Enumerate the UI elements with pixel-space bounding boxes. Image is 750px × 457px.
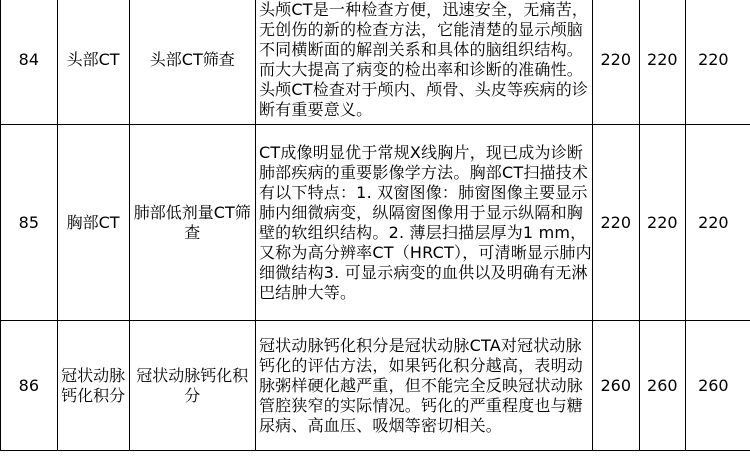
price-1: 220 — [592, 0, 639, 125]
table-row — [1, 0, 750, 125]
exam-description: 头颅CT是一种检查方便，迅速安全，无痛苦，无创伤的新的检查方法，它能清楚的显示颅脑不同横断面的解剖关系和具体的脑组织结构。而大大提高了病变的检出率和诊断的准确性。头颅CT检查对于颅内、颅骨、头皮等疾病的诊断有重要意义。 — [255, 0, 592, 125]
price-1: 220 — [592, 125, 639, 321]
price-2: 220 — [639, 125, 686, 321]
price-2: 260 — [639, 321, 686, 451]
exam-category: 胸部CT — [57, 125, 129, 321]
price-3: 220 — [686, 0, 750, 125]
price-3: 220 — [686, 125, 750, 321]
exam-item: 肺部低剂量CT筛查 — [129, 125, 255, 321]
exam-description: CT成像明显优于常规X线胸片，现已成为诊断肺部疾病的重要影像学方法。胸部CT扫描技术有以下特点：1. 双窗图像：肺窗图像主要显示肺内细微病变，纵隔窗图像用于显示纵隔和胸壁的软组织结构。2. 薄层扫描层厚为1 mm，又称为高分辨率CT（HRCT），可清晰显示肺内细微结构3. 可显示病变的血供以及明确有无淋巴结肿大等。 — [255, 125, 592, 321]
exam-category: 冠状动脉钙化积分 — [57, 321, 129, 451]
row-number: 84 — [1, 0, 58, 125]
exam-category: 头部CT — [57, 0, 129, 125]
table-row — [1, 125, 750, 321]
price-3: 260 — [686, 321, 750, 451]
exam-item: 冠状动脉钙化积分 — [129, 321, 255, 451]
row-number: 86 — [1, 321, 58, 451]
exam-description: 冠状动脉钙化积分是冠状动脉CTA对冠状动脉钙化的评估方法，如果钙化积分越高，表明动脉粥样硬化越严重，但不能完全反映冠状动脉管腔狭窄的实际情况。钙化的严重程度也与糖尿病、高血压、吸烟等密切相关。 — [255, 321, 592, 451]
row-number: 85 — [1, 125, 58, 321]
price-2: 220 — [639, 0, 686, 125]
price-1: 260 — [592, 321, 639, 451]
table-row — [1, 321, 750, 451]
exam-item: 头部CT筛查 — [129, 0, 255, 125]
